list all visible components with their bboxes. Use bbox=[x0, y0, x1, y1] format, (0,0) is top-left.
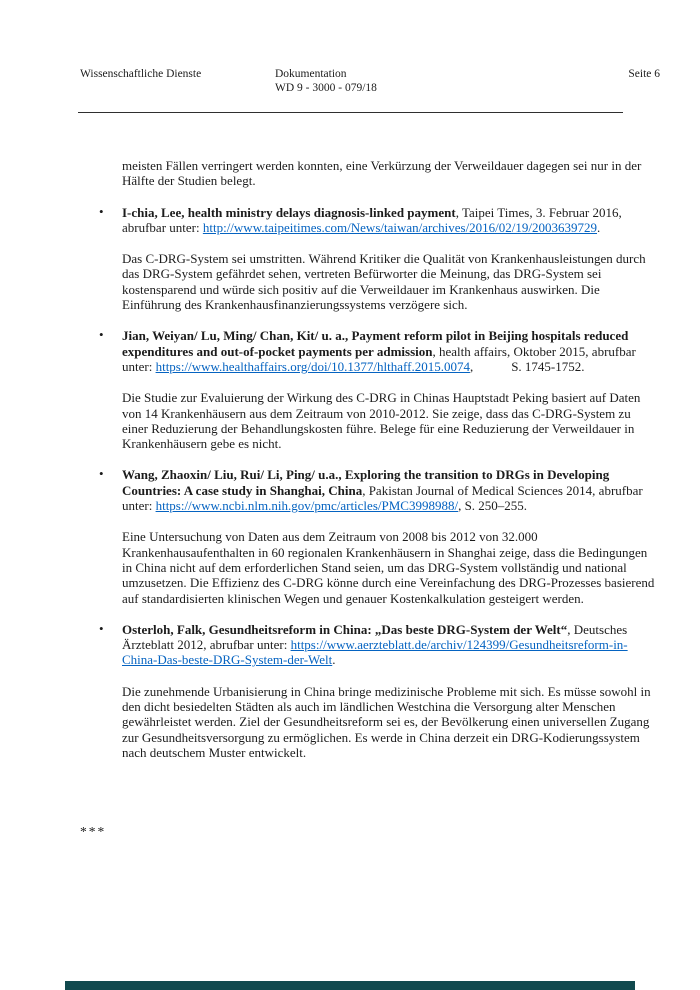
summary-paragraph-3: Eine Untersuchung von Daten aus dem Zeitraum von 2008 bis 2012 von 32.000 Krankenhausaufenthalten in 60 regionalen Krankenhäusern in Shanghai zeige, dass die Bedingungen in China nicht auf dem erforderlichen Stand seien, um das DRG-System vollständig und national umzusetzen. Die Effizienz des C-DRG könne durch eine Vereinfachung des DRG-Prozesses basierend auf standardisierten klinischen Wegen und genauer Kostenkalkulation gesteigert werden. bbox=[122, 529, 655, 606]
page-header bbox=[80, 68, 660, 98]
bullet-icon: • bbox=[99, 327, 104, 343]
citation-link[interactable]: https://www.aerzteblatt.de/archiv/124399/Gesundheitsreform-in-China-Das-beste-DRG-System-der-Welt bbox=[122, 637, 628, 668]
intro-paragraph: meisten Fällen verringert werden konnten, eine Verkürzung der Verweildauer dagegen sei nur in der Hälfte der Studien belegt. bbox=[122, 158, 642, 189]
bullet-icon: • bbox=[99, 620, 104, 636]
header-doc-number: WD 9 - 3000 - 079/18 bbox=[275, 81, 377, 94]
citation-text-3 bbox=[122, 467, 658, 513]
citation-item-1 bbox=[99, 203, 658, 236]
citation-authors-title: Osterloh, Falk, Gesundheitsreform in China: „Das beste DRG-System der Welt“ bbox=[122, 621, 568, 637]
citation-pages: S. 1745-1752. bbox=[511, 358, 585, 374]
citation-source: , health affairs, Oktober 2015, abrufbar unter: bbox=[122, 343, 636, 374]
citation-text-2 bbox=[122, 328, 658, 374]
page-bottom-bar bbox=[65, 981, 635, 990]
citation-authors-title: Jian, Weiyan/ Lu, Ming/ Chan, Kit/ u. a., Payment reform pilot in Beijing hospitals reduced expenditures and out-of-pocket payments per admission bbox=[122, 328, 629, 359]
citation-text-1 bbox=[122, 205, 658, 236]
citation-source: , Pakistan Journal of Medical Sciences 2014, abrufbar unter: bbox=[122, 482, 643, 514]
citation-tail: , bbox=[469, 358, 474, 374]
citation-authors-title: I-chia, Lee, health ministry delays diagnosis-linked payment bbox=[122, 204, 456, 220]
citation-item-3 bbox=[99, 466, 658, 514]
header-doc-type: Dokumentation bbox=[275, 68, 347, 80]
citation-source: , Taipei Times, 3. Februar 2016, abrufbar unter: bbox=[122, 204, 622, 235]
document-content bbox=[99, 158, 658, 776]
summary-paragraph-4: Die zunehmende Urbanisierung in China bringe medizinische Probleme mit sich. Es müsse sowohl in den dicht besiedelten Städten als auch im ländlichen Westchina die Versorgung alter Menschen gewährleistet werden. Ziel der Gesundheitsreform sei es, der Bevölkerung einen universellen Zugang zur Gesundheitsversorgung zu ermöglichen. Es werde in China derzeit ein DRG-Kodierungssystem nach deutschem Muster entwickelt. bbox=[122, 683, 651, 760]
summary-paragraph-2: Die Studie zur Evaluierung der Wirkung des C-DRG in Chinas Hauptstadt Peking basiert auf Daten von 14 Krankenhäusern aus dem Zeitraum von 2010-2012. Sie zeige, dass das C-DRG-System zu einer Reduzierung der Behandlungskosten führe. Belege für eine Reduzierung der Verweildauer in Krankenhäusern gebe es nicht. bbox=[122, 390, 641, 452]
citation-tail: . bbox=[332, 652, 336, 668]
header-org: Wissenschaftliche Dienste bbox=[80, 68, 202, 80]
summary-paragraph-1: Das C-DRG-System sei umstritten. Während Kritiker die Qualität von Krankenhausleistungen durch das DRG-System gefährdet sehen, vertreten Befürworter die Meinung, das DRG-System sei kostensparend und würde sich positiv auf die Verweildauer im Krankenhaus auswirken. Die Einführung des Krankenhausfinanzierungssystems verzögere sich. bbox=[122, 251, 646, 313]
citation-source: , Deutsches Ärzteblatt 2012, abrufbar unter: bbox=[122, 621, 628, 653]
header-divider bbox=[78, 112, 623, 113]
citation-authors-title: Wang, Zhaoxin/ Liu, Rui/ Li, Ping/ u.a., Exploring the transition to DRGs in Developing Countries: A case study in Shanghai, China bbox=[122, 467, 610, 498]
citation-item-2 bbox=[99, 327, 658, 374]
end-mark: *** bbox=[80, 824, 107, 839]
citation-link[interactable]: http://www.taipeitimes.com/News/taiwan/archives/2016/02/19/2003639729 bbox=[202, 219, 598, 235]
citation-tail: . bbox=[597, 219, 601, 235]
header-doc-info bbox=[275, 68, 377, 95]
citation-link[interactable]: https://www.healthaffairs.org/doi/10.1377/hlthaff.2015.0074 bbox=[155, 358, 470, 374]
citation-item-4 bbox=[99, 620, 658, 668]
header-page-number: Seite 6 bbox=[628, 68, 660, 80]
bullet-icon: • bbox=[99, 466, 104, 482]
citation-tail: , S. 250–255. bbox=[458, 498, 528, 514]
citation-text-4 bbox=[122, 622, 658, 668]
bullet-icon: • bbox=[99, 203, 104, 219]
citation-link[interactable]: https://www.ncbi.nlm.nih.gov/pmc/articles/PMC3998988/ bbox=[155, 498, 459, 514]
